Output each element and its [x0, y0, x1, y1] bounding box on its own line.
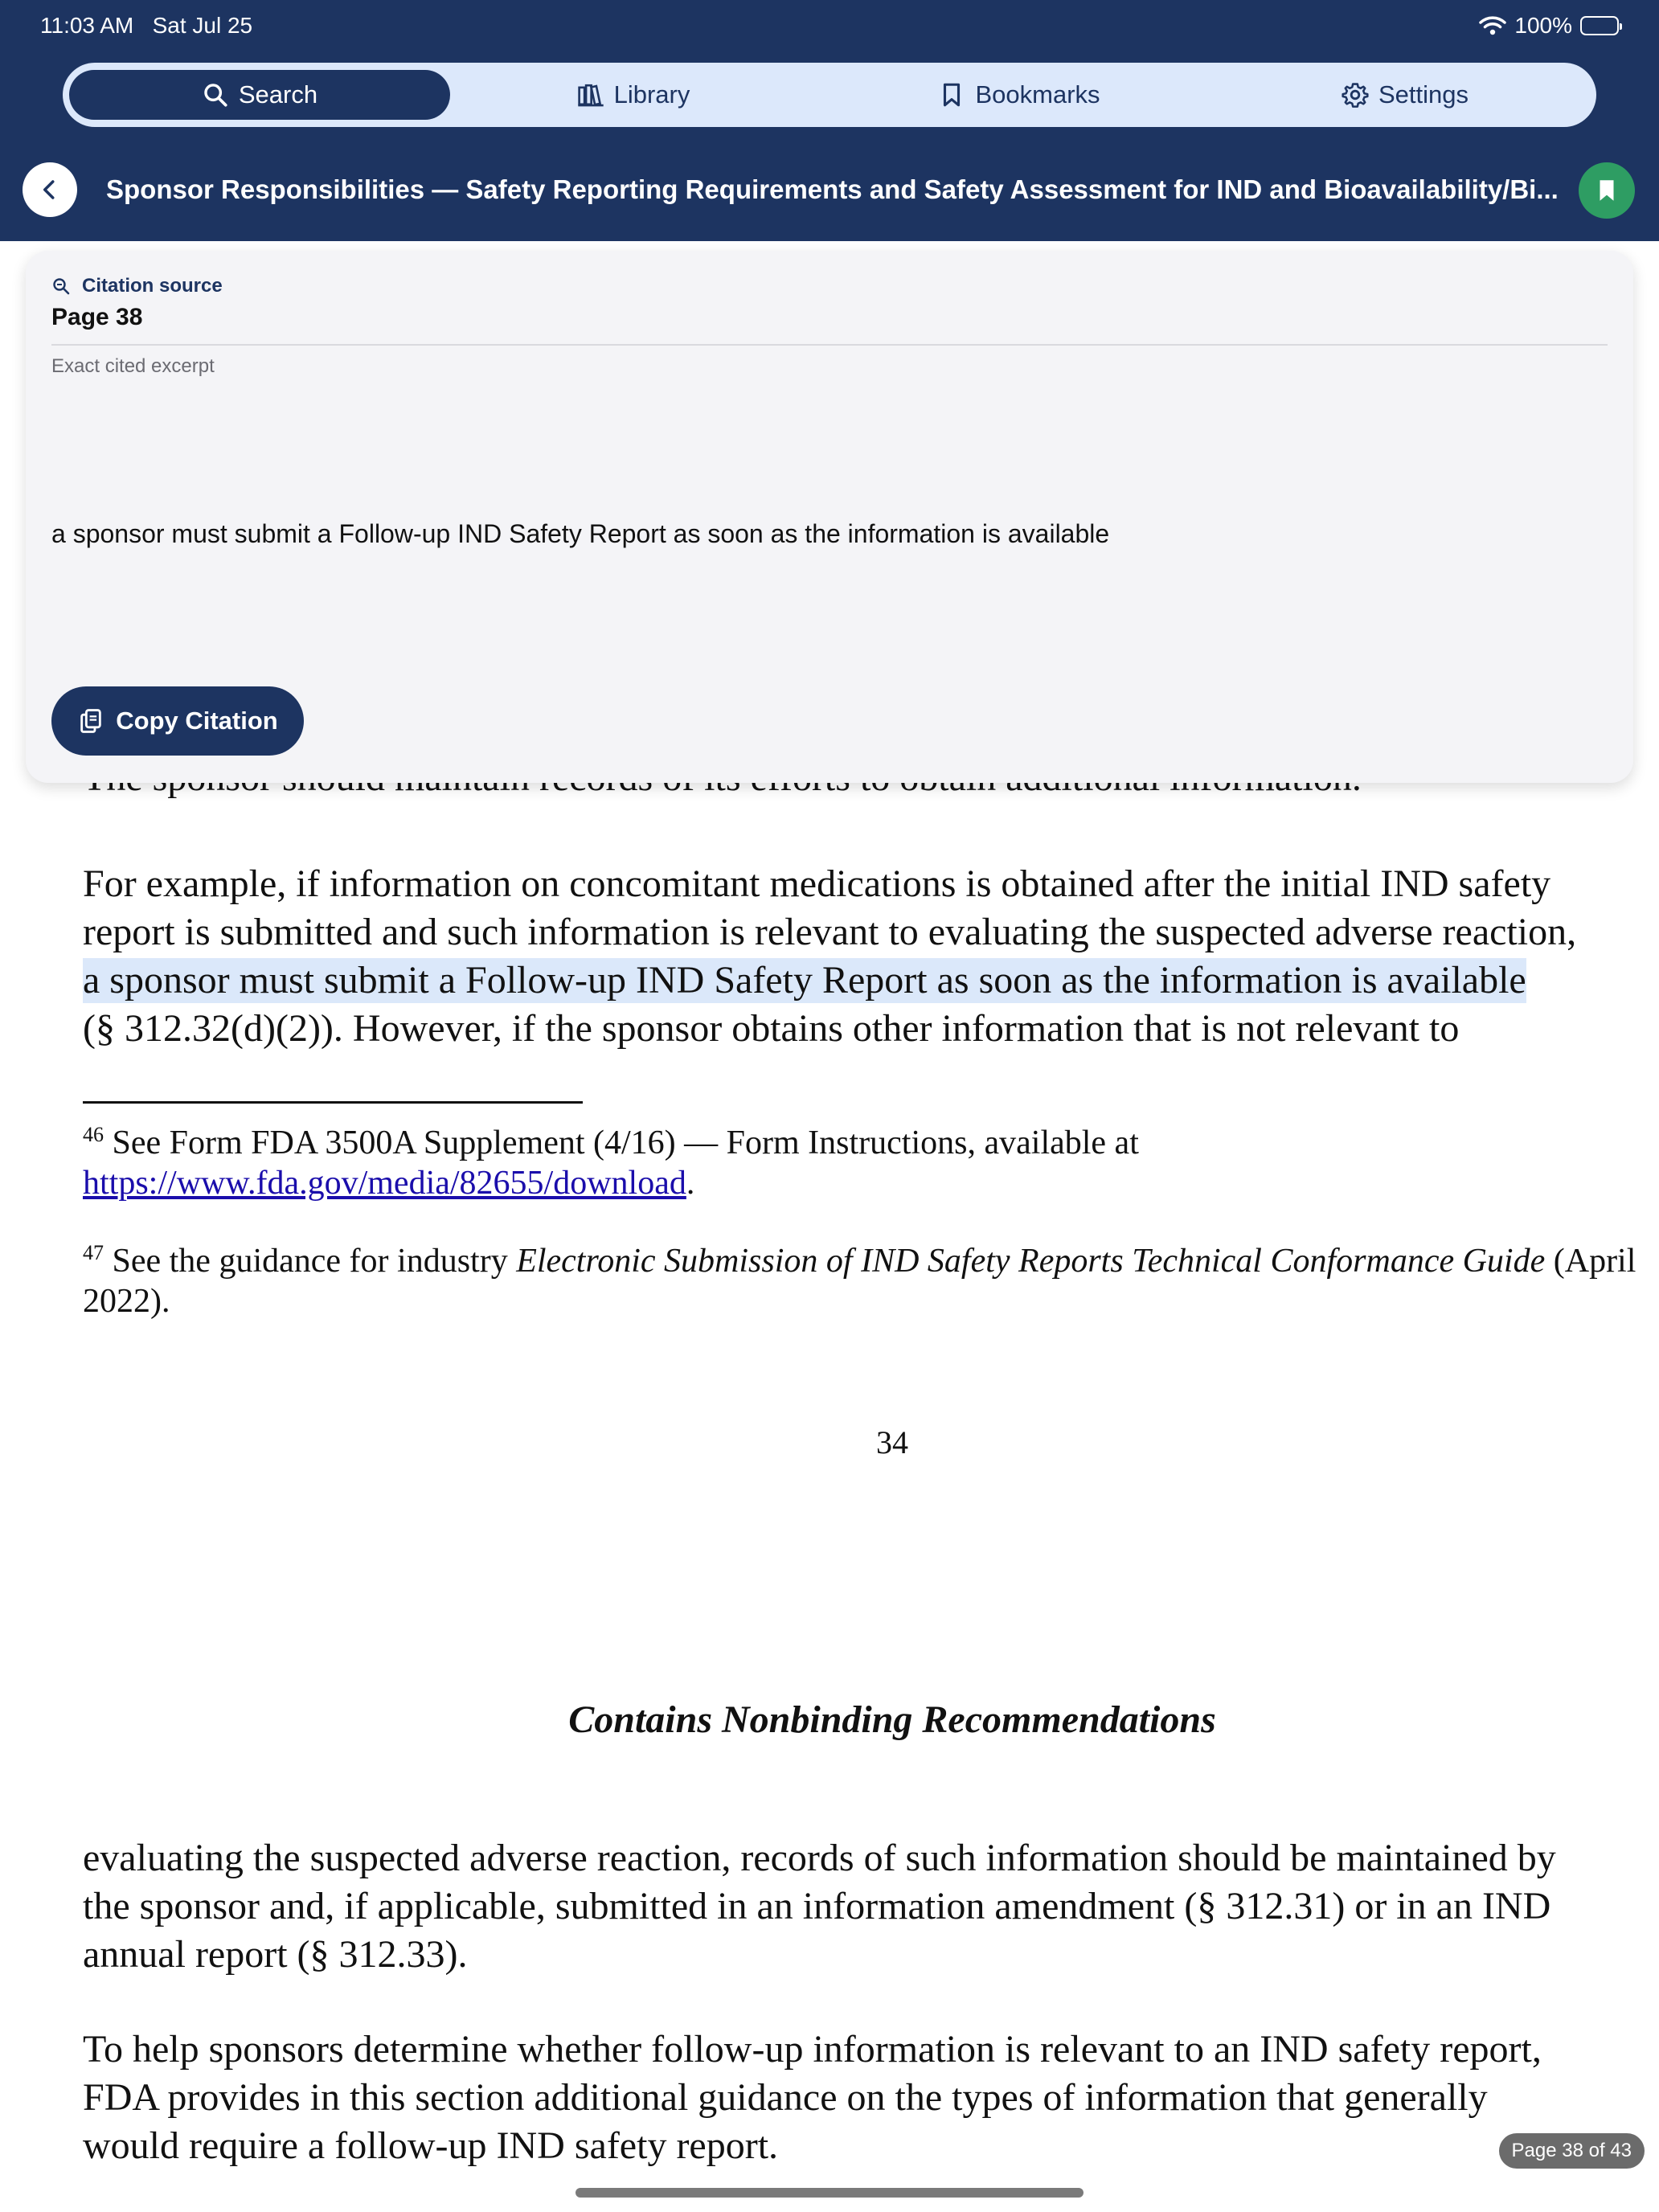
excerpt-text: a sponsor must submit a Follow-up IND Safety Report as soon as the information is available [51, 519, 1110, 548]
zoom-search-icon [51, 276, 71, 296]
page-text-line: (§ 312.32(d)(2)). However, if the sponsor obtains other information that is not relevant to [83, 1007, 1460, 1050]
page-text-line: the sponsor and, if applicable, submitted in an information amendment (§ 312.31) or in an IND [83, 1885, 1551, 1927]
back-button[interactable] [23, 162, 77, 217]
library-icon [577, 81, 604, 109]
tab-bookmarks-label: Bookmarks [975, 80, 1100, 109]
tab-library-label: Library [613, 80, 690, 109]
printed-page-number: 34 [876, 1424, 908, 1460]
page-text-line: would require a follow-up IND safety report. [83, 2124, 779, 2167]
app-header [0, 0, 1659, 241]
citation-source-label: Citation source [82, 275, 223, 297]
home-indicator[interactable] [576, 2188, 1083, 2198]
footnote-46 [83, 1123, 1139, 1163]
footnote-47 [83, 1241, 1636, 1281]
search-icon [202, 81, 229, 109]
page-text-line: For example, if information on concomitant medications is obtained after the initial IND safety [83, 862, 1551, 905]
footnote-text: (April [1545, 1243, 1636, 1280]
footnote-divider [83, 1101, 583, 1104]
page-text-line: evaluating the suspected adverse reaction, records of such information should be maintained by [83, 1837, 1556, 1879]
tab-bar [63, 63, 1596, 127]
footnote-number: 46 [83, 1123, 104, 1146]
page-text-line: report is submitted and such information is relevant to evaluating the suspected adverse reaction, [83, 911, 1577, 953]
status-bar-right [1479, 11, 1619, 40]
tab-search[interactable] [69, 70, 450, 120]
tab-bookmarks[interactable] [883, 70, 1156, 120]
battery-percent: 100% [1514, 13, 1572, 38]
status-time-text: 11:03 AM [40, 13, 134, 38]
citation-page-label: Page 38 [51, 304, 143, 330]
gear-icon [1342, 81, 1369, 109]
copy-citation-button[interactable] [51, 686, 304, 756]
copy-citation-label: Copy Citation [116, 707, 278, 735]
highlighted-citation-line: a sponsor must submit a Follow-up IND Safety Report as soon as the information is available [83, 959, 1526, 1002]
page-indicator: Page 38 of 43 [1499, 2133, 1645, 2169]
copy-document-icon [77, 707, 104, 735]
footnote-text-line: 2022). [83, 1283, 170, 1320]
status-date-text: Sat Jul 25 [152, 13, 253, 38]
footnote-text: See the guidance for industry [112, 1243, 517, 1280]
tab-settings-label: Settings [1378, 80, 1469, 109]
tab-settings[interactable] [1284, 70, 1526, 120]
bookmark-icon [938, 81, 965, 109]
citation-card [26, 251, 1633, 783]
citation-source-header [51, 275, 223, 297]
footnote-number: 47 [83, 1241, 104, 1264]
tab-library[interactable] [513, 70, 754, 120]
battery-icon [1580, 16, 1619, 35]
document-title: Sponsor Responsibilities — Safety Reporting Requirements and Safety Assessment for IND and Bioavailability/Bi... [106, 174, 1559, 204]
nonbinding-header: Contains Nonbinding Recommendations [568, 1698, 1216, 1741]
bookmark-toggle-button[interactable] [1579, 162, 1635, 219]
tab-search-label: Search [238, 80, 318, 109]
footnote-46-link-line: https://www.fda.gov/media/82655/download. [83, 1165, 695, 1202]
footnote-text: See Form FDA 3500A Supplement (4/16) — Form Instructions, available at [112, 1124, 1139, 1161]
status-bar-time [40, 11, 252, 40]
wifi-icon [1479, 15, 1506, 36]
page-text-line: annual report (§ 312.33). [83, 1933, 468, 1976]
page-text-line: FDA provides in this section additional guidance on the types of information that generally [83, 2076, 1488, 2119]
excerpt-label: Exact cited excerpt [51, 355, 215, 377]
footnote-guide-title: Electronic Submission of IND Safety Reports Technical Conformance Guide [516, 1243, 1546, 1280]
page-text-line: To help sponsors determine whether follow-up information is relevant to an IND safety report, [83, 2028, 1542, 2071]
bookmark-filled-icon [1593, 177, 1620, 204]
chevron-left-icon [38, 178, 62, 202]
fda-download-link[interactable]: https://www.fda.gov/media/82655/download [83, 1165, 686, 1202]
citation-divider [51, 344, 1608, 346]
